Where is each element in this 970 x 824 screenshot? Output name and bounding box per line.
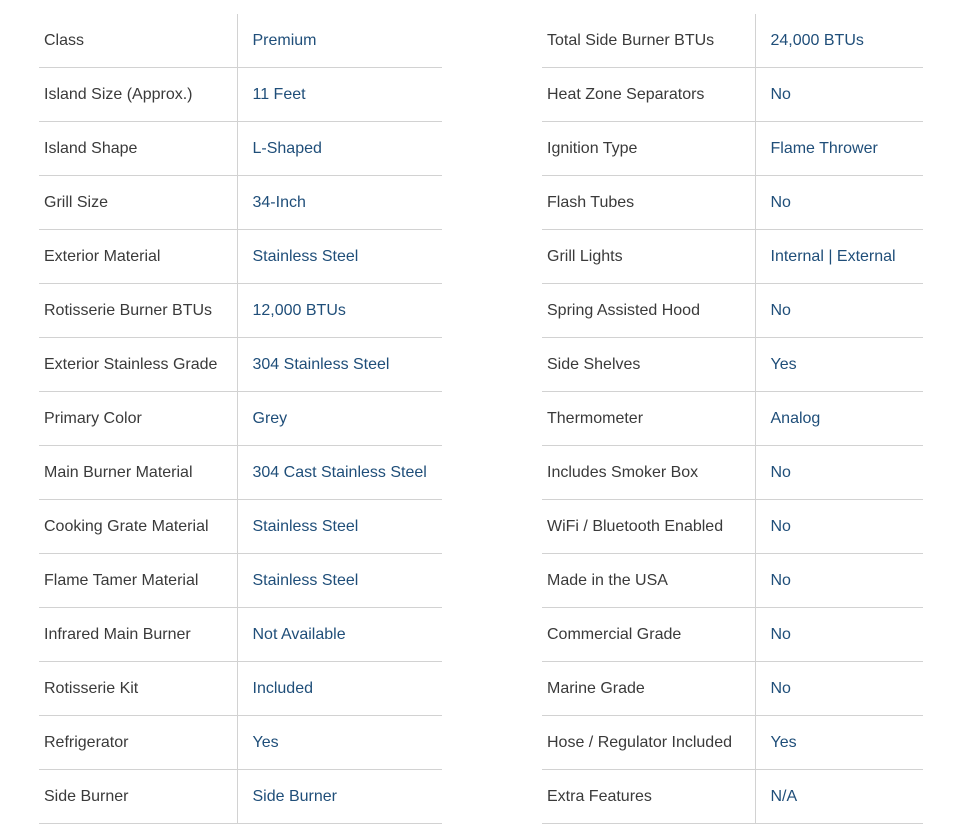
- spec-row: [39, 662, 442, 716]
- spec-row: [542, 554, 923, 608]
- spec-row: [39, 14, 442, 68]
- spec-label: Heat Zone Separators: [542, 68, 755, 122]
- spec-value: Analog: [755, 392, 923, 446]
- spec-label: Class: [39, 14, 237, 68]
- spec-label: Exterior Stainless Grade: [39, 338, 237, 392]
- spec-label: Infrared Main Burner: [39, 608, 237, 662]
- spec-value: Internal | External: [755, 230, 923, 284]
- spec-value: Stainless Steel: [237, 554, 442, 608]
- spec-label: Flash Tubes: [542, 176, 755, 230]
- spec-value: Flame Thrower: [755, 122, 923, 176]
- spec-row: [39, 716, 442, 770]
- spec-value: No: [755, 176, 923, 230]
- spec-row: [39, 446, 442, 500]
- spec-value: 11 Feet: [237, 68, 442, 122]
- spec-value: N/A: [755, 770, 923, 824]
- spec-value: No: [755, 554, 923, 608]
- spec-row: [542, 176, 923, 230]
- spec-row: [39, 68, 442, 122]
- spec-row: [542, 770, 923, 824]
- spec-row: [39, 230, 442, 284]
- spec-label: Refrigerator: [39, 716, 237, 770]
- spec-label: Side Shelves: [542, 338, 755, 392]
- spec-label: Commercial Grade: [542, 608, 755, 662]
- spec-label: Hose / Regulator Included: [542, 716, 755, 770]
- spec-value: No: [755, 608, 923, 662]
- spec-value: Premium: [237, 14, 442, 68]
- spec-value: Yes: [237, 716, 442, 770]
- spec-value: 12,000 BTUs: [237, 284, 442, 338]
- spec-value: 304 Stainless Steel: [237, 338, 442, 392]
- spec-label: Primary Color: [39, 392, 237, 446]
- spec-label: Main Burner Material: [39, 446, 237, 500]
- specs-table-left-body: [39, 14, 442, 824]
- spec-row: [39, 392, 442, 446]
- spec-label: Exterior Material: [39, 230, 237, 284]
- spec-value: 34-Inch: [237, 176, 442, 230]
- spec-value: Side Burner: [237, 770, 442, 824]
- spec-row: [542, 716, 923, 770]
- spec-value: Yes: [755, 338, 923, 392]
- spec-row: [542, 14, 923, 68]
- spec-row: [39, 122, 442, 176]
- spec-label: Total Side Burner BTUs: [542, 14, 755, 68]
- spec-row: [542, 230, 923, 284]
- spec-value: No: [755, 284, 923, 338]
- spec-value: Grey: [237, 392, 442, 446]
- spec-row: [39, 338, 442, 392]
- spec-row: [542, 446, 923, 500]
- spec-label: Extra Features: [542, 770, 755, 824]
- spec-value: L-Shaped: [237, 122, 442, 176]
- spec-row: [542, 500, 923, 554]
- spec-value: 304 Cast Stainless Steel: [237, 446, 442, 500]
- spec-row: [542, 68, 923, 122]
- spec-label: Island Shape: [39, 122, 237, 176]
- spec-label: Island Size (Approx.): [39, 68, 237, 122]
- spec-row: [542, 392, 923, 446]
- spec-row: [39, 554, 442, 608]
- spec-row: [542, 608, 923, 662]
- spec-row: [39, 500, 442, 554]
- spec-value: Not Available: [237, 608, 442, 662]
- spec-row: [542, 284, 923, 338]
- spec-value: Included: [237, 662, 442, 716]
- spec-value: Yes: [755, 716, 923, 770]
- specs-table-left: [39, 14, 442, 824]
- spec-label: WiFi / Bluetooth Enabled: [542, 500, 755, 554]
- spec-value: No: [755, 446, 923, 500]
- spec-value: Stainless Steel: [237, 230, 442, 284]
- spec-label: Cooking Grate Material: [39, 500, 237, 554]
- spec-value: 24,000 BTUs: [755, 14, 923, 68]
- spec-row: [542, 122, 923, 176]
- spec-label: Rotisserie Burner BTUs: [39, 284, 237, 338]
- spec-value: No: [755, 662, 923, 716]
- spec-row: [39, 608, 442, 662]
- spec-label: Spring Assisted Hood: [542, 284, 755, 338]
- spec-label: Grill Lights: [542, 230, 755, 284]
- spec-label: Rotisserie Kit: [39, 662, 237, 716]
- spec-label: Ignition Type: [542, 122, 755, 176]
- spec-row: [542, 662, 923, 716]
- spec-label: Includes Smoker Box: [542, 446, 755, 500]
- spec-label: Made in the USA: [542, 554, 755, 608]
- spec-row: [39, 284, 442, 338]
- spec-row: [542, 338, 923, 392]
- spec-label: Thermometer: [542, 392, 755, 446]
- spec-value: No: [755, 68, 923, 122]
- spec-label: Side Burner: [39, 770, 237, 824]
- spec-label: Flame Tamer Material: [39, 554, 237, 608]
- spec-row: [39, 770, 442, 824]
- spec-value: No: [755, 500, 923, 554]
- specs-table-right: [542, 14, 923, 824]
- spec-label: Marine Grade: [542, 662, 755, 716]
- spec-row: [39, 176, 442, 230]
- spec-value: Stainless Steel: [237, 500, 442, 554]
- specs-table-right-body: [542, 14, 923, 824]
- spec-label: Grill Size: [39, 176, 237, 230]
